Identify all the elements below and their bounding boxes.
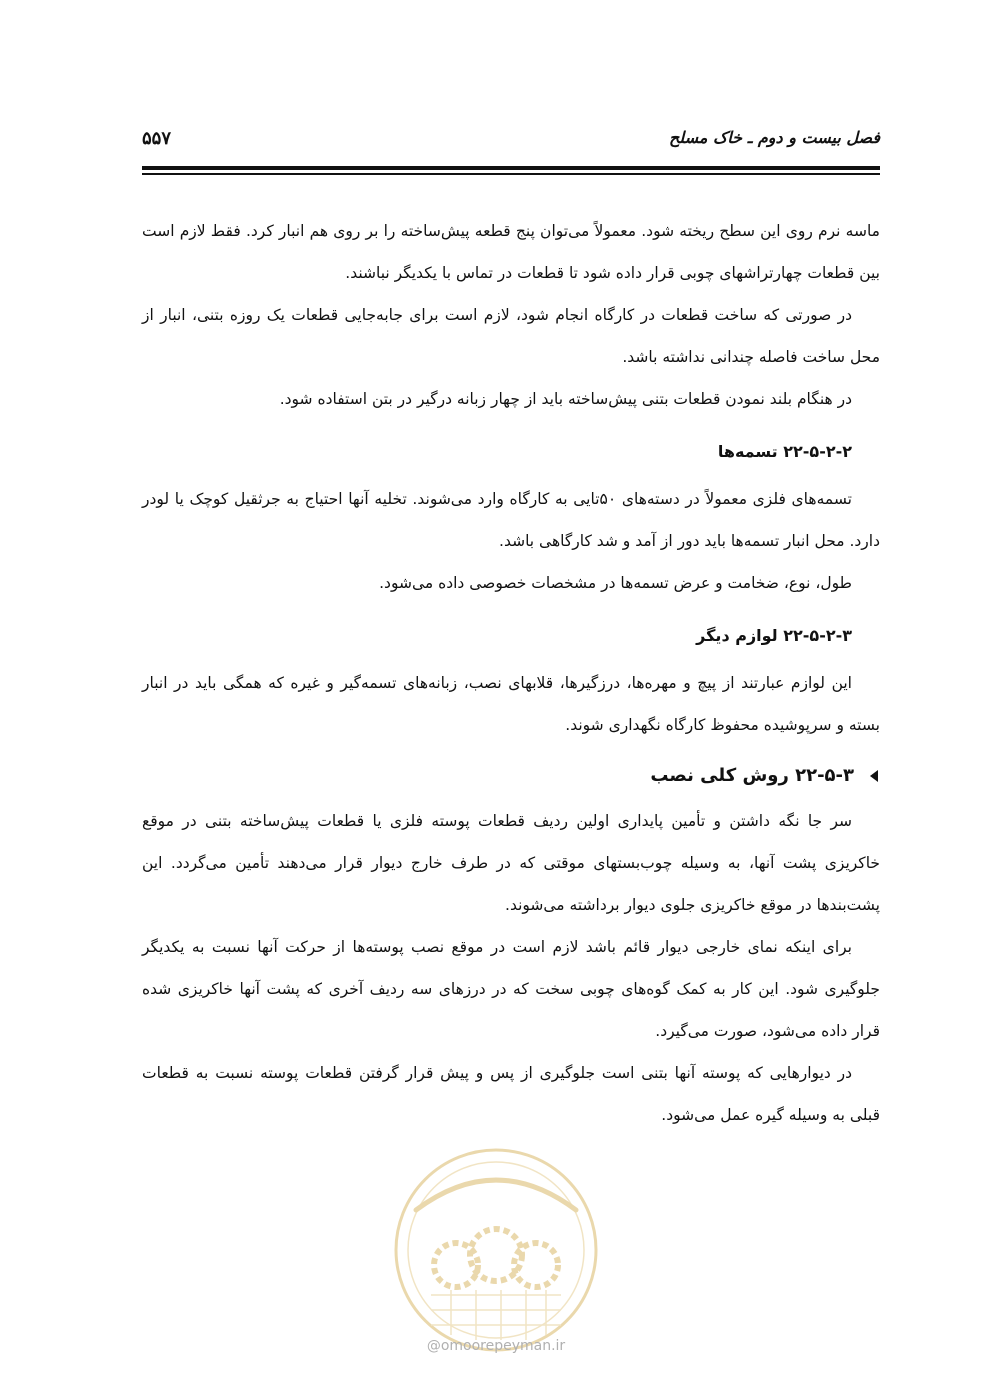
paragraph: این لوازم عبارتند از پیچ و مهره‌ها، درزگیرها، قلابهای نصب، زبانه‌های تسمه‌گیر و غیره که همگی باید در انبار بسته و سرپوشیده محفوظ کارگاه نگهداری شوند. [142, 674, 880, 734]
page-body [142, 210, 880, 1136]
paragraph: سر جا نگه داشتن و تأمین پایداری اولین ردیف قطعات پوسته فلزی یا قطعات پیش‌ساخته بتنی در موقع خاکریزی پشت آنها، به وسیله چوب‌بستهای موقتی که در طرف خارج دیوار قرار می‌دهند تأمین می‌گردد. این پشت‌بندها در موقع خاکریزی جلوی دیوار برداشته می‌شوند. [142, 812, 880, 914]
header-rule-thick [142, 166, 880, 170]
paragraph: در هنگام بلند نمودن قطعات بتنی پیش‌ساخته باید از چهار زبانه درگیر در بتن استفاده شود. [279, 390, 852, 408]
page-header [142, 128, 880, 160]
paragraph: طول، نوع، ضخامت و عرض تسمه‌ها در مشخصات خصوصی داده می‌شود. [379, 574, 852, 592]
paragraph: ماسه نرم روی این سطح ریخته شود. معمولاً می‌توان پنج قطعه پیش‌ساخته را بر روی هم انبار کرد. فقط لازم است بین قطعات چهارتراشهای چوبی قرار داده شود تا قطعات در تماس با یکدیگر نباشند. [142, 222, 880, 282]
section-heading: ۲۲-۵-۲-۳ لوازم دیگر [696, 626, 852, 645]
section-heading: ۲۲-۵-۲-۲ تسمه‌ها [717, 442, 852, 461]
watermark-text: @omoorepeyman.ir [426, 1338, 566, 1354]
header-rule-thin [142, 173, 880, 175]
paragraph: برای اینکه نمای خارجی دیوار قائم باشد لازم است در موقع نصب پوسته‌ها از حرکت آنها نسبت به یکدیگر جلوگیری شود. این کار به کمک گوه‌های چوبی سخت که در درزهای سه ردیف آخری که پشت آنها خاکریزی شده قرار داده می‌شود، صورت می‌گیرد. [142, 938, 880, 1040]
paragraph: در صورتی که ساخت قطعات در کارگاه انجام شود، لازم است برای جابه‌جایی قطعات یک روزه بتنی، انبار از محل ساخت فاصله چندانی نداشته باشد. [142, 306, 880, 366]
paragraph: در دیوارهایی که پوسته آنها بتنی است جلوگیری از پس و پیش قرار گرفتن قطعات پوسته نسبت به قطعات قبلی به وسیله گیره عمل می‌شود. [142, 1064, 880, 1124]
paragraph: تسمه‌های فلزی معمولاً در دسته‌های ۵۰تایی به کارگاه وارد می‌شوند. تخلیه آنها احتیاج به جرثقیل کوچک یا لودر دارد. محل انبار تسمه‌ها باید دور از آمد و شد کارگاهی باشد. [142, 490, 880, 550]
chapter-title: فصل بیست و دوم ـ خاک مسلح [668, 128, 880, 147]
watermark-seal-icon [386, 1140, 606, 1360]
main-section-heading [142, 758, 880, 794]
main-section-heading-text: ۲۲-۵-۳ روش کلی نصب [650, 765, 854, 786]
triangle-bullet-icon [870, 770, 878, 782]
page-number: ۵۵۷ [142, 128, 172, 149]
